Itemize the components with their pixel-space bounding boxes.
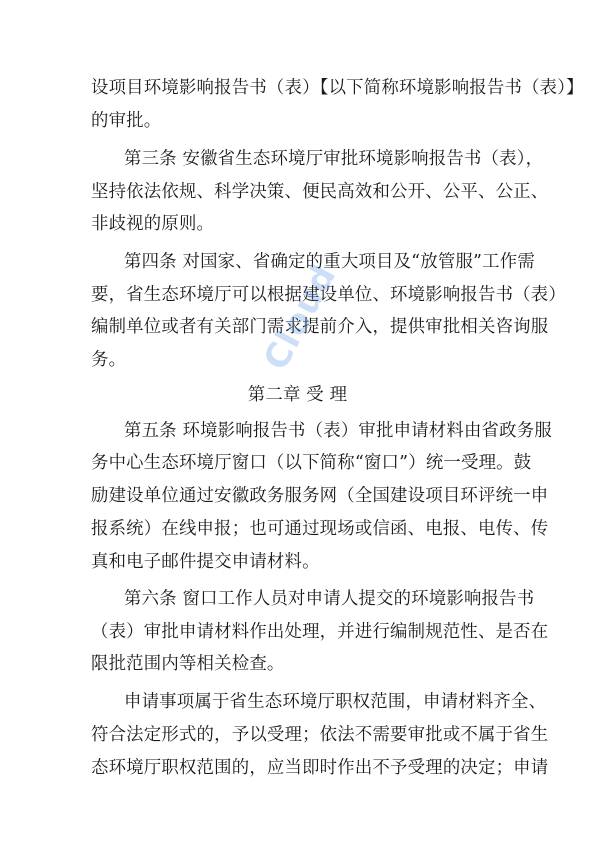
text-line: 编制单位或者有关部门需求提前介入，提供审批相关咨询服 <box>91 317 549 337</box>
article-5-heading-line: 第五条 环境影响报告书（表）审批申请材料由省政务服 <box>124 421 552 441</box>
text-line: 报系统）在线申报；也可通过现场或信函、电报、电传、传 <box>91 519 549 539</box>
text-line: 非歧视的原则。 <box>91 214 215 234</box>
article-6-heading-line: 第六条 窗口工作人员对申请人提交的环境影响报告书 <box>124 589 535 609</box>
text-line: 设项目环境影响报告书（表）【以下简称环境影响报告书（表）】 <box>91 78 584 98</box>
text-line: 坚持依法依规、科学决策、便民高效和公开、公平、公正、 <box>91 182 549 202</box>
chapter-title: 第二章 受 理 <box>247 385 348 405</box>
text-line: 务中心生态环境厅窗口（以下简称“窗口”）统一受理。鼓 <box>91 453 532 473</box>
text-line: 限批范围内等相关检查。 <box>91 654 285 674</box>
text-line: 励建设单位通过安徽政务服务网（全国建设项目环评统一申 <box>91 486 549 506</box>
text-line: 符合法定形式的，予以受理；依法不需要审批或不属于省生 <box>91 725 549 745</box>
watermark-logo: Cloud <box>256 257 345 377</box>
text-line: 真和电子邮件提交申请材料。 <box>91 552 320 572</box>
text-line: 的审批。 <box>91 111 162 131</box>
text-line: （表）审批申请材料作出处理，并进行编制规范性、是否在 <box>91 622 549 642</box>
text-line: 要，省生态环境厅可以根据建设单位、环境影响报告书（表） <box>91 285 566 305</box>
article-3-heading-line: 第三条 安徽省生态环境厅审批环境影响报告书（表）， <box>124 149 544 169</box>
article-4-heading-line: 第四条 对国家、省确定的重大项目及“放管服”工作需 <box>124 252 535 272</box>
text-line: 务。 <box>91 350 127 370</box>
text-line: 态环境厅职权范围的，应当即时作出不予受理的决定；申请 <box>91 758 549 778</box>
text-line: 申请事项属于省生态环境厅职权范围，申请材料齐全、 <box>124 692 547 712</box>
